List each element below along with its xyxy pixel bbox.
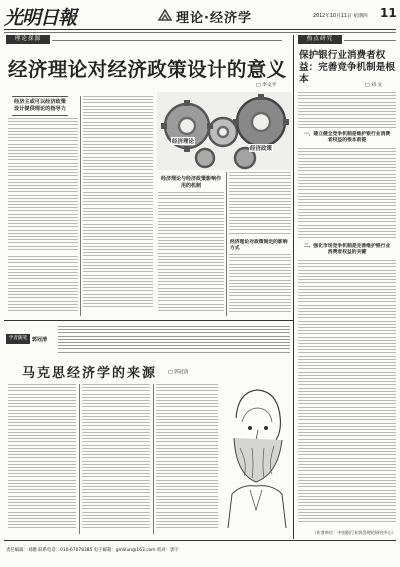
right-subhead-1: 一、建立健全竞争机制是维护银行业消费者权益的根本前提 bbox=[303, 132, 391, 143]
bottom-intro bbox=[58, 326, 290, 356]
left-tag-rule bbox=[52, 40, 282, 41]
left-body-col2 bbox=[83, 96, 153, 316]
right-tag-rule bbox=[344, 40, 396, 41]
right-body-2 bbox=[298, 148, 396, 242]
bottom-body-col1 bbox=[8, 384, 76, 534]
gear-label-left: 经济理论 bbox=[172, 139, 195, 145]
left-col-divider-1 bbox=[80, 96, 81, 316]
bottom-tag-author: 郭冠清 bbox=[32, 337, 48, 343]
section-title: 理论·经济学 bbox=[176, 11, 252, 26]
left-body-col1-lower bbox=[8, 256, 78, 316]
portrait-sketch bbox=[222, 378, 292, 528]
pull-quote bbox=[12, 96, 68, 116]
bottom-article-rule bbox=[4, 320, 293, 321]
bottom-col-divider-2 bbox=[153, 384, 154, 534]
footer-text: 责任编辑：刘鹏 联系电话：010-67078385 电子邮箱：gmlilun@163.com 校对：郭宇 bbox=[6, 548, 179, 553]
gears-icon bbox=[157, 92, 292, 170]
right-subhead-2: 二、强化市场竞争机制是完善维护银行业消费者权益的关键 bbox=[303, 244, 391, 255]
right-body-1 bbox=[298, 92, 396, 130]
masthead-rule-thin bbox=[4, 32, 396, 33]
left-byline: □ 李文平 bbox=[256, 83, 277, 88]
bottom-body-col2 bbox=[82, 384, 150, 534]
masthead bbox=[0, 0, 400, 30]
right-headline: 保护银行业消费者权益：完善竞争机制是根本 bbox=[299, 50, 395, 85]
bottom-byline: □ 郭冠清 bbox=[168, 370, 189, 375]
bottom-tag bbox=[6, 334, 30, 344]
right-column-tag-label: 热点研究 bbox=[306, 36, 334, 42]
section-logo-icon bbox=[157, 8, 173, 22]
main-divider bbox=[293, 35, 294, 539]
bottom-headline: 马克思经济学的来源 bbox=[22, 366, 158, 381]
page-number: 11 bbox=[380, 6, 397, 20]
left-subhead-a: 经济理论与经济政策影响作用的机制 bbox=[160, 176, 221, 189]
bottom-tag-label: 学者随笔 bbox=[8, 336, 28, 341]
left-column-tag-label: 理论探源 bbox=[14, 36, 42, 42]
masthead-rule bbox=[4, 29, 396, 30]
pull-quote-text: 经济主或可以经济政策设计提供理论的指导力 bbox=[12, 96, 68, 116]
left-body-col4-lower bbox=[229, 254, 291, 316]
left-column-tag bbox=[6, 35, 50, 44]
bottom-col-divider-1 bbox=[79, 384, 80, 534]
left-body-col1 bbox=[8, 118, 78, 254]
left-subhead-b: 经济理论对政策制定的影响方式 bbox=[230, 240, 288, 251]
left-col-divider-3 bbox=[226, 172, 227, 316]
left-body-col4 bbox=[229, 172, 291, 238]
gear-label-right: 经济政策 bbox=[250, 146, 273, 152]
date-line: 2012年10月11日 星期四 bbox=[313, 14, 368, 19]
right-byline: □ 刘 文 bbox=[365, 83, 383, 88]
marx-portrait-icon bbox=[222, 378, 292, 528]
left-headline: 经济理论对经济政策设计的意义 bbox=[8, 58, 287, 81]
gears-illustration bbox=[157, 92, 292, 170]
bottom-body-col3 bbox=[156, 384, 218, 534]
right-footnote: （作者单位：中国银行业协会理论研究中心） bbox=[312, 530, 396, 535]
right-body-3 bbox=[298, 260, 396, 528]
footer-rule bbox=[4, 540, 396, 541]
masthead-logo: 光明日報 bbox=[4, 7, 77, 29]
left-body-col3 bbox=[158, 192, 224, 316]
right-column-tag bbox=[298, 35, 342, 44]
